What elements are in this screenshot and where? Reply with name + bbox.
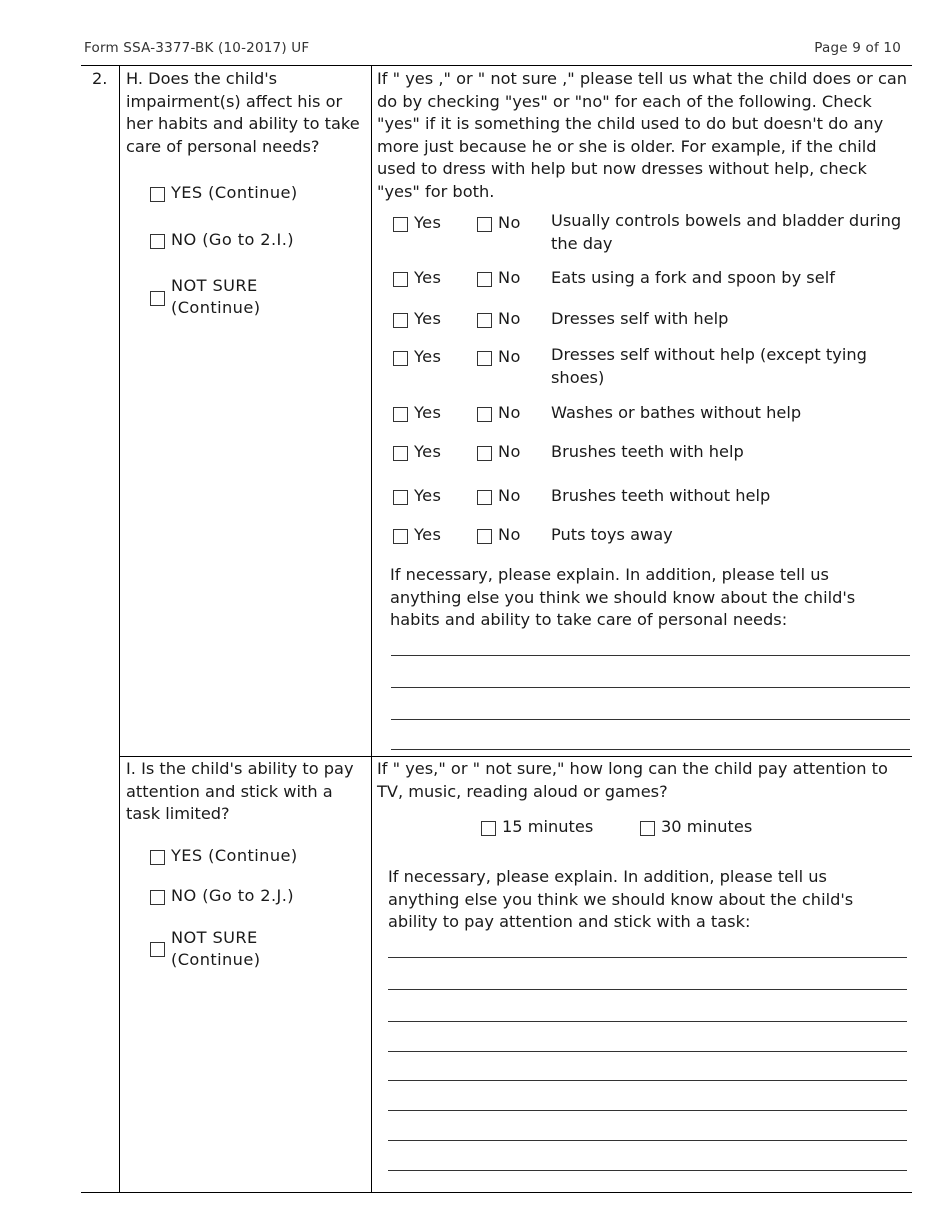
h-item-8-yes-checkbox[interactable] bbox=[393, 529, 408, 544]
h-not-sure-continue: (Continue) bbox=[171, 298, 261, 317]
h-item-1-no-checkbox[interactable] bbox=[477, 217, 492, 232]
yes-label: Yes bbox=[414, 442, 442, 461]
yes-label: Yes bbox=[414, 486, 442, 505]
h-explain-input-4[interactable] bbox=[391, 726, 909, 750]
i-explain-line bbox=[388, 989, 907, 990]
i-explain-input-1[interactable] bbox=[388, 933, 906, 957]
h-item-2-no-checkbox[interactable] bbox=[477, 272, 492, 287]
column-divider-1 bbox=[119, 65, 120, 1193]
h-item-5-yes-checkbox[interactable] bbox=[393, 407, 408, 422]
h-item-6-yes-checkbox[interactable] bbox=[393, 446, 408, 461]
h-item-4-yes-checkbox[interactable] bbox=[393, 351, 408, 366]
i-explain-line bbox=[388, 1170, 907, 1171]
yes-label: Yes bbox=[414, 213, 442, 232]
page-number: Page 9 of 10 bbox=[814, 40, 901, 56]
h-item-4-text: Dresses self without help (except tying shoes) bbox=[551, 345, 867, 387]
h-item-1-yes-checkbox[interactable] bbox=[393, 217, 408, 232]
h-yes-checkbox[interactable] bbox=[150, 187, 165, 202]
i-explain-prompt: If necessary, please explain. In addition, please tell us anything else you think we should know about the child's ability to pay attention and stick with a task: bbox=[388, 867, 854, 931]
no-label: No bbox=[498, 442, 521, 461]
h-item-7-text: Brushes teeth without help bbox=[551, 486, 771, 505]
i-explain-input-2[interactable] bbox=[388, 965, 906, 989]
yes-label: Yes bbox=[414, 347, 442, 366]
table-bottom-rule bbox=[81, 1192, 912, 1193]
h-explain-input-3[interactable] bbox=[391, 695, 909, 719]
duration-15-checkbox[interactable] bbox=[481, 821, 496, 836]
i-explain-line bbox=[388, 1140, 907, 1141]
h-yes-label: YES (Continue) bbox=[171, 183, 298, 202]
h-explain-line bbox=[391, 655, 910, 656]
h-explain-line bbox=[391, 719, 910, 720]
h-item-7-no-checkbox[interactable] bbox=[477, 490, 492, 505]
table-top-rule bbox=[81, 65, 912, 66]
no-label: No bbox=[498, 268, 521, 287]
i-explain-line bbox=[388, 1051, 907, 1052]
i-yes-label: YES (Continue) bbox=[171, 846, 298, 865]
row-divider bbox=[119, 756, 912, 757]
i-no-label: NO (Go to 2.J.) bbox=[171, 886, 294, 905]
yes-label: Yes bbox=[414, 403, 442, 422]
yes-label: Yes bbox=[414, 525, 442, 544]
h-item-3-yes-checkbox[interactable] bbox=[393, 313, 408, 328]
form-id: Form SSA-3377-BK (10-2017) UF bbox=[84, 40, 310, 56]
h-explain-input-1[interactable] bbox=[391, 631, 909, 655]
i-explain-input-7[interactable] bbox=[388, 1116, 906, 1140]
h-item-2-yes-checkbox[interactable] bbox=[393, 272, 408, 287]
h-explain-line bbox=[391, 687, 910, 688]
h-explain-line bbox=[391, 749, 910, 750]
h-explain-prompt: If necessary, please explain. In addition, please tell us anything else you think we should know about the child's habits and ability to take care of personal needs: bbox=[390, 565, 856, 629]
h-not-sure-checkbox[interactable] bbox=[150, 291, 165, 306]
column-divider-2 bbox=[371, 65, 372, 1193]
h-explain-input-2[interactable] bbox=[391, 663, 909, 687]
i-explain-line bbox=[388, 957, 907, 958]
i-explain-line bbox=[388, 1110, 907, 1111]
duration-15-label: 15 minutes bbox=[502, 817, 594, 836]
h-item-7-yes-checkbox[interactable] bbox=[393, 490, 408, 505]
h-item-8-text: Puts toys away bbox=[551, 525, 673, 544]
no-label: No bbox=[498, 347, 521, 366]
h-item-3-text: Dresses self with help bbox=[551, 309, 729, 328]
section-number: 2. bbox=[92, 69, 108, 88]
h-item-1-text: Usually controls bowels and bladder during the day bbox=[551, 211, 902, 253]
i-explain-input-4[interactable] bbox=[388, 1027, 906, 1051]
h-item-6-text: Brushes teeth with help bbox=[551, 442, 744, 461]
duration-30-label: 30 minutes bbox=[661, 817, 753, 836]
i-not-sure-continue: (Continue) bbox=[171, 950, 261, 969]
i-explain-input-6[interactable] bbox=[388, 1086, 906, 1110]
i-not-sure-label: NOT SURE bbox=[171, 928, 258, 947]
h-item-6-no-checkbox[interactable] bbox=[477, 446, 492, 461]
h-item-8-no-checkbox[interactable] bbox=[477, 529, 492, 544]
i-explain-input-3[interactable] bbox=[388, 997, 906, 1021]
no-label: No bbox=[498, 309, 521, 328]
yes-label: Yes bbox=[414, 309, 442, 328]
h-no-checkbox[interactable] bbox=[150, 234, 165, 249]
h-no-label: NO (Go to 2.I.) bbox=[171, 230, 294, 249]
i-no-checkbox[interactable] bbox=[150, 890, 165, 905]
i-explain-input-5[interactable] bbox=[388, 1056, 906, 1080]
h-item-5-text: Washes or bathes without help bbox=[551, 403, 802, 422]
yes-label: Yes bbox=[414, 268, 442, 287]
h-not-sure-label: NOT SURE bbox=[171, 276, 258, 295]
question-i: I. Is the child's ability to pay attention and stick with a task limited? bbox=[126, 759, 354, 823]
i-not-sure-checkbox[interactable] bbox=[150, 942, 165, 957]
h-item-4-no-checkbox[interactable] bbox=[477, 351, 492, 366]
i-instructions: If " yes," or " not sure," how long can the child pay attention to TV, music, reading aloud or games? bbox=[377, 759, 888, 801]
i-explain-input-8[interactable] bbox=[388, 1146, 906, 1170]
no-label: No bbox=[498, 486, 521, 505]
duration-30-checkbox[interactable] bbox=[640, 821, 655, 836]
no-label: No bbox=[498, 213, 521, 232]
no-label: No bbox=[498, 525, 521, 544]
i-explain-line bbox=[388, 1021, 907, 1022]
h-item-3-no-checkbox[interactable] bbox=[477, 313, 492, 328]
h-item-2-text: Eats using a fork and spoon by self bbox=[551, 268, 835, 287]
question-h: H. Does the child's impairment(s) affect his or her habits and ability to take care of personal needs? bbox=[126, 69, 360, 156]
h-instructions: If " yes ," or " not sure ," please tell us what the child does or can do by checking "yes" or "no" for each of the following. Check "yes" if it is something the child used to do but doesn't do any more just because he or she is older. For example, if the child used to dress with help but now dresses without help, check "yes" for both. bbox=[377, 69, 908, 201]
i-yes-checkbox[interactable] bbox=[150, 850, 165, 865]
h-item-5-no-checkbox[interactable] bbox=[477, 407, 492, 422]
i-explain-line bbox=[388, 1080, 907, 1081]
no-label: No bbox=[498, 403, 521, 422]
